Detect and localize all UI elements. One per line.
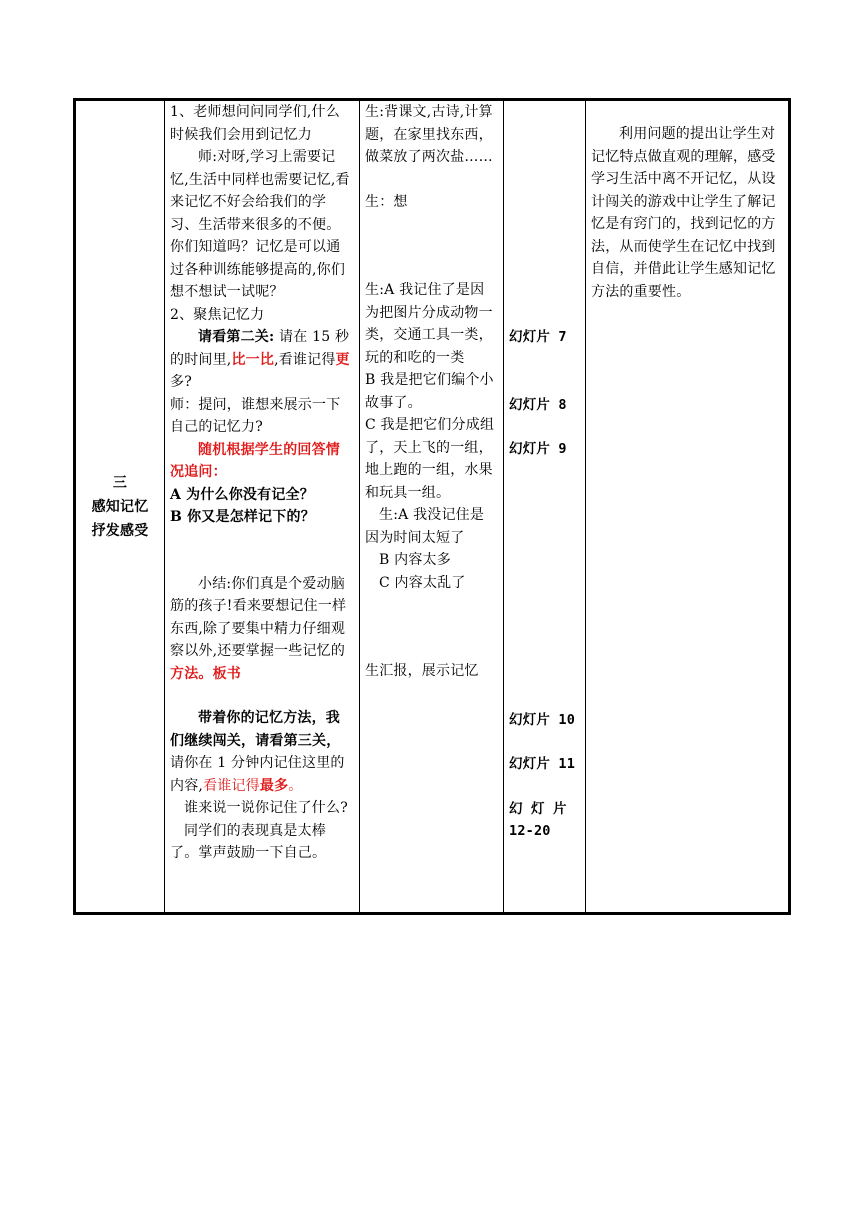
student-activity-cell [360, 100, 504, 914]
stage-cell [75, 100, 165, 914]
lesson-plan-table [73, 98, 791, 915]
teacher-prompt: 师：提问，谁想来展示一下自己的记忆力? [170, 396, 341, 435]
summary-text: 小结:你们真是个爱动脑筋的孩子!看来要想记住一样东西,除了要集中精力仔细观察以外,还要掌握一些记忆的 [170, 575, 347, 659]
highlight-compare: 比一比 [231, 351, 275, 368]
teacher-activity-cell [165, 100, 360, 914]
highlight-who: 看谁记得 [203, 777, 260, 794]
instruction-text: ,看谁记得 [274, 351, 336, 368]
slides-cell [504, 100, 586, 914]
teacher-ask: 谁来说一说你记住了什么? [184, 800, 348, 816]
instruction-text: 请你在 1 分钟内记住这里的内容, [170, 755, 345, 794]
teacher-question: 1、老师想问问同学们,什么时候我们会用到记忆力 [170, 104, 340, 143]
design-intent-text: 利用问题的提出让学生对记忆特点做直观的理解，感受学习生活中离不开记忆，从设计闯关的游戏中让学生了解记忆是有窍门的，找到记忆的方法，从而使学生在记忆中找到自信，并借此让学生感知记忆方法的重要性。 [591, 126, 776, 300]
table-row [75, 100, 790, 914]
summary-highlight: 方法。板书 [170, 665, 241, 682]
student-answer: C 我是把它们分成组了，天上飞的一组，地上跑的一组，水果和玩具一组。 [365, 417, 495, 501]
student-answer: 生:A 我记住了是因为把图片分成动物一类，交通工具一类，玩的和吃的一类 [365, 282, 493, 366]
instruction-text: 多? [170, 374, 192, 390]
teacher-praise: 同学们的表现真是太棒了。掌声鼓励一下自己。 [170, 822, 327, 861]
slide-ref-12-20: 幻 灯 片 12-20 [509, 800, 567, 839]
level-two-label: 请看第二关: [198, 329, 275, 345]
slide-ref-10: 幻灯片 10 [509, 711, 576, 728]
student-answer: 生：想 [365, 193, 408, 210]
student-answer: C 内容太乱了 [379, 574, 466, 591]
student-answer: 生:A 我没记住是因为时间太短了 [365, 507, 485, 546]
highlight-period: 。 [288, 777, 303, 794]
highlight-more: 更 [335, 351, 350, 368]
design-intent-cell [586, 100, 790, 914]
teacher-remark: 师:对呀,学习上需要记忆,生活中同样也需要记忆,看来记忆不好会给我们的学习、生活带来很多的不便。你们知道吗？记忆是可以通过各种训练能够提高的,你们想不想试一试呢？ [170, 149, 350, 300]
level-three-instruction [170, 707, 354, 797]
slide-ref-11: 幻灯片 11 [509, 756, 576, 772]
follow-up-note: 随机根据学生的回答情况追问： [170, 441, 340, 480]
stage-title-line1: 感知记忆 [91, 498, 149, 515]
stage-title-line2: 抒发感受 [91, 522, 149, 539]
stage-number: 三 [112, 474, 128, 491]
instruction-text: 请在 15 秒的时间里, [170, 329, 350, 368]
summary [170, 573, 354, 686]
slide-ref-9: 幻灯片 9 [509, 441, 567, 457]
student-answer: 生:背课文,古诗,计算题，在家里找东西，做菜放了两次盐…… [365, 104, 493, 165]
follow-up-question-b: B 你又是怎样记下的？ [170, 509, 315, 525]
follow-up-question-a: A 为什么你没有记全？ [170, 486, 314, 503]
section-heading: 2、聚焦记忆力 [170, 306, 265, 323]
slide-ref-8: 幻灯片 8 [509, 396, 567, 413]
highlight-most: 最多 [259, 777, 289, 794]
student-answer: B 内容太多 [379, 552, 451, 568]
student-answer: 生汇报，展示记忆 [365, 663, 479, 679]
level-two-instruction [170, 326, 354, 394]
student-answer: B 我是把它们编个小故事了。 [365, 372, 494, 411]
slide-ref-7: 幻灯片 7 [509, 329, 567, 345]
level-three-label: 带着你的记忆方法，我们继续闯关，请看第三关， [170, 710, 341, 749]
